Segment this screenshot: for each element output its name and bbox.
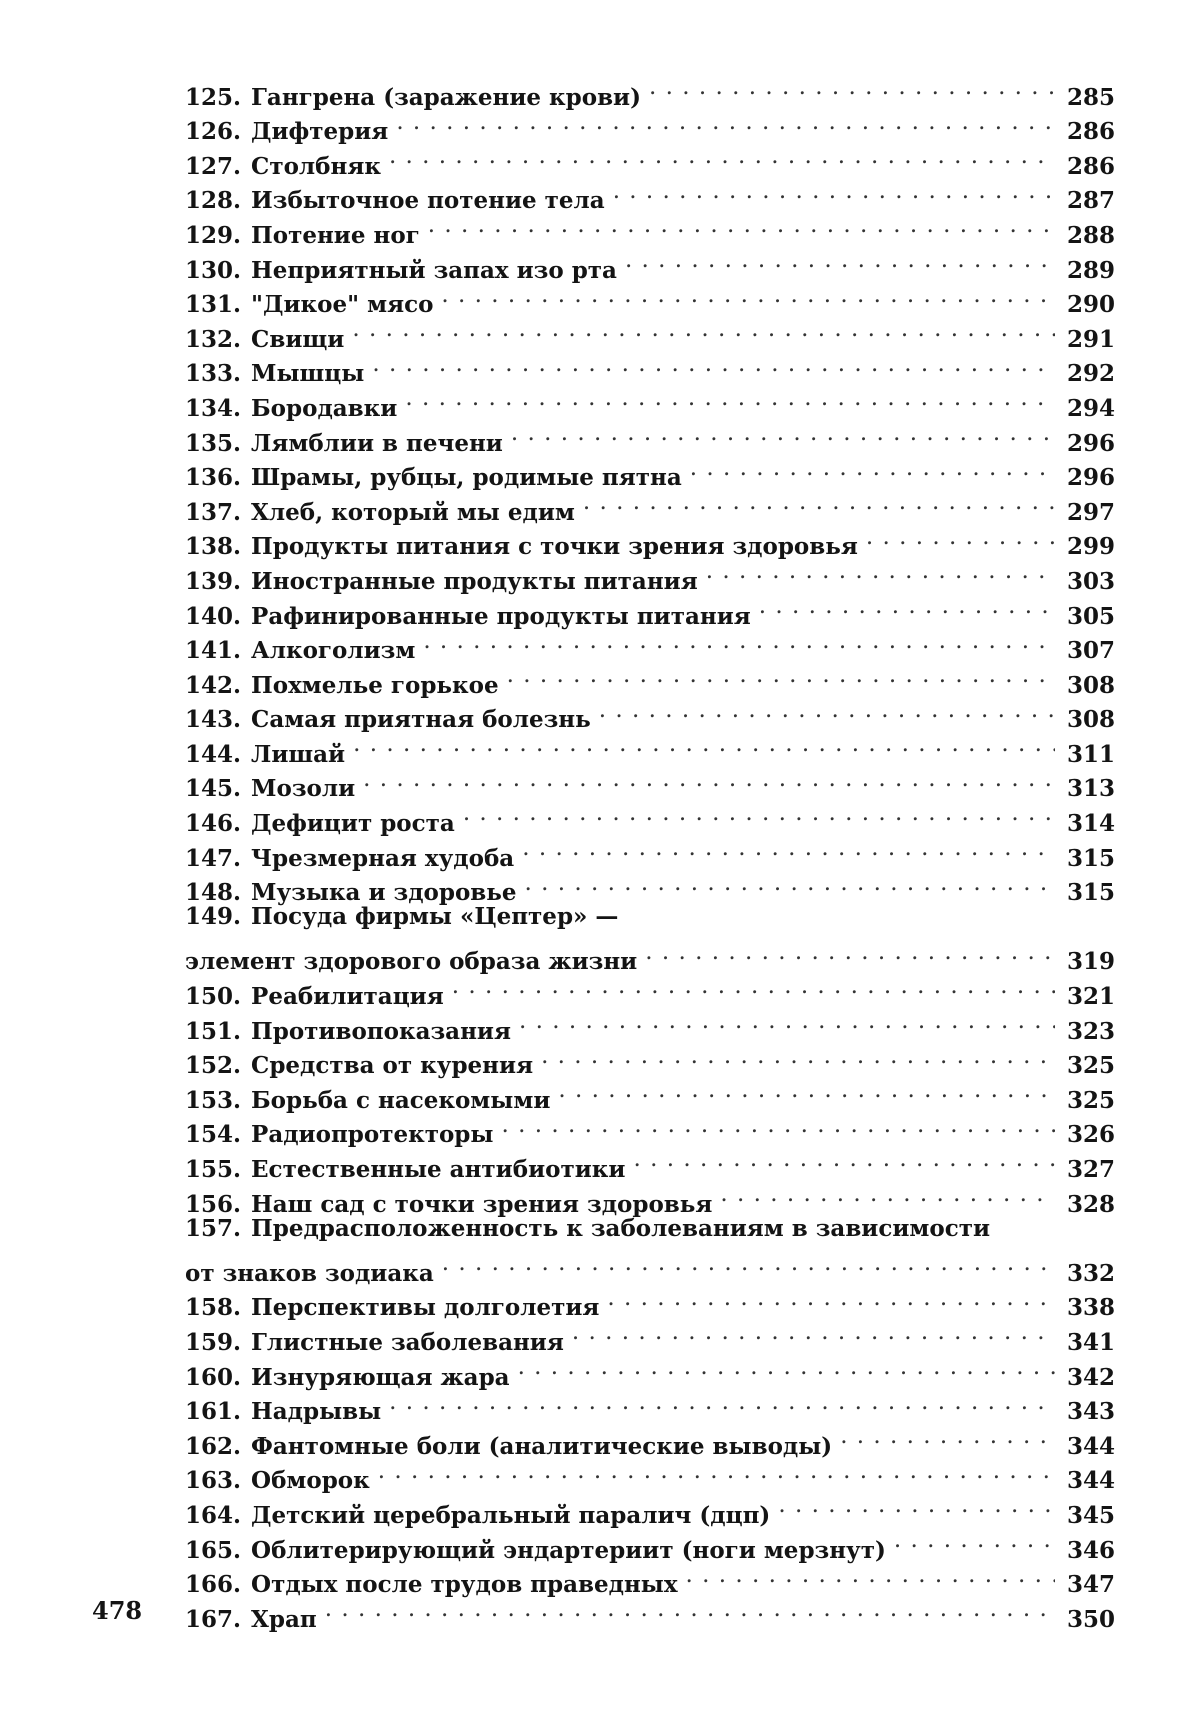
entry-page-number: 314 [1066, 810, 1115, 838]
toc-entry [185, 70, 1115, 111]
entry-title: Неприятный запах изо рта [251, 256, 617, 284]
entry-title: Лишай [251, 740, 346, 768]
entry-title: Наш сад с точки зрения здоровья [251, 1190, 713, 1218]
entry-title: Алкоголизм [251, 637, 416, 665]
dot-leader [759, 589, 1055, 624]
entry-page-number: 308 [1066, 706, 1115, 734]
entry-title: Облитерирующий эндартериит (ноги мерзнут) [251, 1536, 886, 1564]
entry-page-number: 303 [1066, 567, 1115, 595]
dot-leader [428, 208, 1055, 243]
entry-page-number: 327 [1066, 1156, 1115, 1183]
entry-number: 136. [185, 464, 242, 492]
entry-page-number: 342 [1066, 1363, 1115, 1391]
dot-leader [352, 312, 1055, 347]
dot-leader [649, 70, 1055, 105]
entry-title: Посуда фирмы «Цептер» — [251, 903, 619, 931]
entry-page-number: 338 [1066, 1294, 1115, 1322]
entry-number: 153. [185, 1086, 242, 1114]
dot-leader [645, 935, 1055, 970]
dot-leader [396, 105, 1055, 140]
dot-leader [353, 727, 1055, 762]
entry-title: Средства от курения [251, 1052, 534, 1080]
entry-number: 160. [185, 1363, 242, 1391]
entry-title-continuation: элемент здорового образа жизни [185, 948, 638, 976]
entry-number: 149. [185, 903, 242, 931]
entry-page-number: 308 [1066, 671, 1115, 699]
dot-leader [599, 693, 1055, 728]
entry-title: Чрезмерная худоба [251, 844, 515, 872]
entry-page-number: 328 [1066, 1190, 1115, 1218]
entry-page-number: 286 [1066, 152, 1115, 180]
entry-page-number: 305 [1066, 602, 1115, 630]
dot-leader [378, 1454, 1055, 1489]
dot-leader [706, 554, 1055, 589]
entry-title: Похмелье горькое [251, 671, 499, 699]
entry-number: 155. [185, 1156, 242, 1183]
entry-page-number: 297 [1066, 498, 1115, 526]
entry-page-number: 296 [1066, 464, 1115, 492]
entry-title: Детский церебральный паралич (дцп) [251, 1501, 771, 1529]
entry-page-number: 285 [1066, 83, 1115, 111]
entry-page-number: 347 [1066, 1571, 1115, 1599]
dot-leader [686, 1558, 1055, 1593]
entry-page-number: 313 [1066, 775, 1115, 803]
entry-title: Рафинированные продукты питания [251, 602, 751, 630]
entry-title: Дифтерия [251, 118, 389, 146]
entry-number: 161. [185, 1398, 242, 1426]
entry-number: 132. [185, 325, 242, 353]
dot-leader [372, 347, 1055, 382]
dot-leader [625, 243, 1055, 278]
entry-number: 152. [185, 1052, 242, 1080]
entry-number: 159. [185, 1328, 242, 1356]
entry-page-number: 289 [1066, 256, 1115, 284]
dot-leader [720, 1177, 1055, 1212]
dot-leader [389, 139, 1055, 174]
entry-number: 127. [185, 152, 242, 180]
dot-leader [405, 381, 1055, 416]
entry-title: Мозоли [251, 775, 356, 803]
dot-leader [452, 969, 1055, 1004]
entry-number: 129. [185, 221, 242, 249]
entry-page-number: 344 [1066, 1467, 1115, 1495]
entry-title: Избыточное потение тела [251, 187, 605, 215]
entry-page-number: 341 [1066, 1328, 1115, 1356]
entry-number: 148. [185, 879, 242, 907]
entry-number: 166. [185, 1571, 242, 1599]
entry-number: 154. [185, 1121, 242, 1149]
entry-page-number: 286 [1066, 118, 1115, 146]
entry-title: Перспективы долголетия [251, 1294, 600, 1322]
entry-number: 138. [185, 533, 242, 561]
toc-entry [185, 900, 1115, 935]
dot-leader [607, 1281, 1055, 1316]
entry-number: 139. [185, 567, 242, 595]
entry-number: 150. [185, 983, 242, 1011]
entry-number: 164. [185, 1501, 242, 1529]
entry-number: 145. [185, 775, 242, 803]
toc-entry [185, 1212, 1115, 1247]
entry-page-number: 294 [1066, 394, 1115, 422]
entry-page-number: 315 [1066, 844, 1115, 872]
entry-number: 130. [185, 256, 242, 284]
entry-number: 156. [185, 1190, 242, 1218]
entry-page-number: 346 [1066, 1536, 1115, 1564]
entry-number: 131. [185, 291, 242, 319]
entry-title: Свищи [251, 325, 345, 353]
entry-page-number: 288 [1066, 221, 1115, 249]
entry-title: Изнуряющая жара [251, 1363, 510, 1391]
dot-leader [518, 1350, 1055, 1385]
dot-leader [441, 278, 1055, 313]
dot-leader [423, 624, 1055, 659]
dot-leader [442, 1246, 1055, 1281]
entry-title: Храп [251, 1605, 317, 1633]
entry-number: 126. [185, 118, 242, 146]
dot-leader [778, 1488, 1055, 1523]
entry-number: 151. [185, 1017, 242, 1045]
entry-number: 137. [185, 498, 242, 526]
entry-title: Отдых после трудов праведных [251, 1571, 678, 1599]
entry-number: 146. [185, 810, 242, 838]
entry-title: Шрамы, рубцы, родимые пятна [251, 464, 682, 492]
entry-page-number: 332 [1066, 1259, 1115, 1287]
page-number: 478 [92, 1596, 143, 1625]
entry-number: 128. [185, 187, 242, 215]
entry-title: Борьба с насекомыми [251, 1086, 551, 1114]
dot-leader [613, 174, 1055, 209]
entry-title: Фантомные боли (аналитические выводы) [251, 1432, 833, 1460]
dot-leader [511, 416, 1055, 451]
entry-number: 125. [185, 83, 242, 111]
entry-page-number: 307 [1066, 637, 1115, 665]
dot-leader [522, 831, 1055, 866]
dot-leader [894, 1523, 1055, 1558]
entry-page-number: 344 [1066, 1432, 1115, 1460]
entry-number: 141. [185, 637, 242, 665]
dot-leader [840, 1419, 1055, 1454]
entry-title: Продукты питания с точки зрения здоровья [251, 533, 858, 561]
dot-leader [558, 1073, 1055, 1108]
entry-title: Обморок [251, 1467, 370, 1495]
dot-leader [507, 658, 1055, 693]
entry-page-number: 323 [1066, 1017, 1115, 1045]
entry-title: Бородавки [251, 394, 398, 422]
entry-page-number: 345 [1066, 1501, 1115, 1529]
dot-leader [519, 1004, 1055, 1039]
entry-number: 140. [185, 602, 242, 630]
entry-page-number: 325 [1066, 1052, 1115, 1080]
entry-page-number: 326 [1066, 1121, 1115, 1149]
entry-title: Музыка и здоровье [251, 879, 517, 907]
entry-title: Столбняк [251, 152, 381, 180]
entry-number: 134. [185, 394, 242, 422]
entry-number: 144. [185, 740, 242, 768]
entry-page-number: 292 [1066, 360, 1115, 388]
entry-number: 162. [185, 1432, 242, 1460]
entry-page-number: 290 [1066, 291, 1115, 319]
entry-title: Лямблии в печени [251, 429, 503, 457]
entry-title: "Дикое" мясо [251, 291, 434, 319]
entry-number: 158. [185, 1294, 242, 1322]
entry-number: 142. [185, 671, 242, 699]
entry-page-number: 291 [1066, 325, 1115, 353]
dot-leader [541, 1039, 1055, 1074]
entry-title: Глистные заболевания [251, 1328, 564, 1356]
dot-leader [463, 796, 1055, 831]
dot-leader [583, 485, 1055, 520]
entry-page-number: 296 [1066, 429, 1115, 457]
entry-title: Хлеб, который мы едим [251, 498, 575, 526]
dot-leader [572, 1315, 1055, 1350]
dot-leader [633, 1142, 1055, 1177]
entry-title: Естественные антибиотики [251, 1156, 626, 1183]
entry-title: Радиопротекторы [251, 1121, 494, 1149]
entry-page-number: 299 [1066, 533, 1115, 561]
toc-entry-continuation [185, 935, 1115, 976]
entry-number: 167. [185, 1605, 242, 1633]
dot-leader [389, 1385, 1055, 1420]
entry-title: Реабилитация [251, 983, 444, 1011]
entry-page-number: 315 [1066, 879, 1115, 907]
dot-leader [501, 1108, 1055, 1143]
entry-title-continuation: от знаков зодиака [185, 1259, 434, 1287]
entry-number: 157. [185, 1214, 242, 1242]
toc-entry-continuation [185, 1246, 1115, 1287]
entry-number: 143. [185, 706, 242, 734]
table-of-contents [185, 70, 1115, 1633]
entry-page-number: 311 [1066, 740, 1115, 768]
entry-number: 135. [185, 429, 242, 457]
entry-title: Надрывы [251, 1398, 382, 1426]
entry-title: Противопоказания [251, 1017, 511, 1045]
entry-title: Потение ног [251, 221, 420, 249]
entry-page-number: 287 [1066, 187, 1115, 215]
entry-title: Самая приятная болезнь [251, 706, 591, 734]
entry-page-number: 319 [1066, 948, 1115, 976]
dot-leader [690, 451, 1055, 486]
entry-page-number: 350 [1066, 1605, 1115, 1633]
dot-leader [363, 762, 1055, 797]
entry-number: 147. [185, 844, 242, 872]
entry-page-number: 325 [1066, 1086, 1115, 1114]
entry-title: Гангрена (заражение крови) [251, 83, 641, 111]
entry-page-number: 321 [1066, 983, 1115, 1011]
entry-title: Дефицит роста [251, 810, 455, 838]
entry-title: Мышцы [251, 360, 365, 388]
entry-title: Иностранные продукты питания [251, 567, 698, 595]
entry-title: Предрасположенность к заболеваниям в зависимости [251, 1214, 991, 1242]
entry-number: 163. [185, 1467, 242, 1495]
entry-page-number: 343 [1066, 1398, 1115, 1426]
toc-entry [185, 1592, 1115, 1633]
dot-leader [325, 1592, 1055, 1627]
dot-leader [866, 520, 1055, 555]
entry-number: 165. [185, 1536, 242, 1564]
dot-leader [525, 866, 1055, 901]
entry-number: 133. [185, 360, 242, 388]
